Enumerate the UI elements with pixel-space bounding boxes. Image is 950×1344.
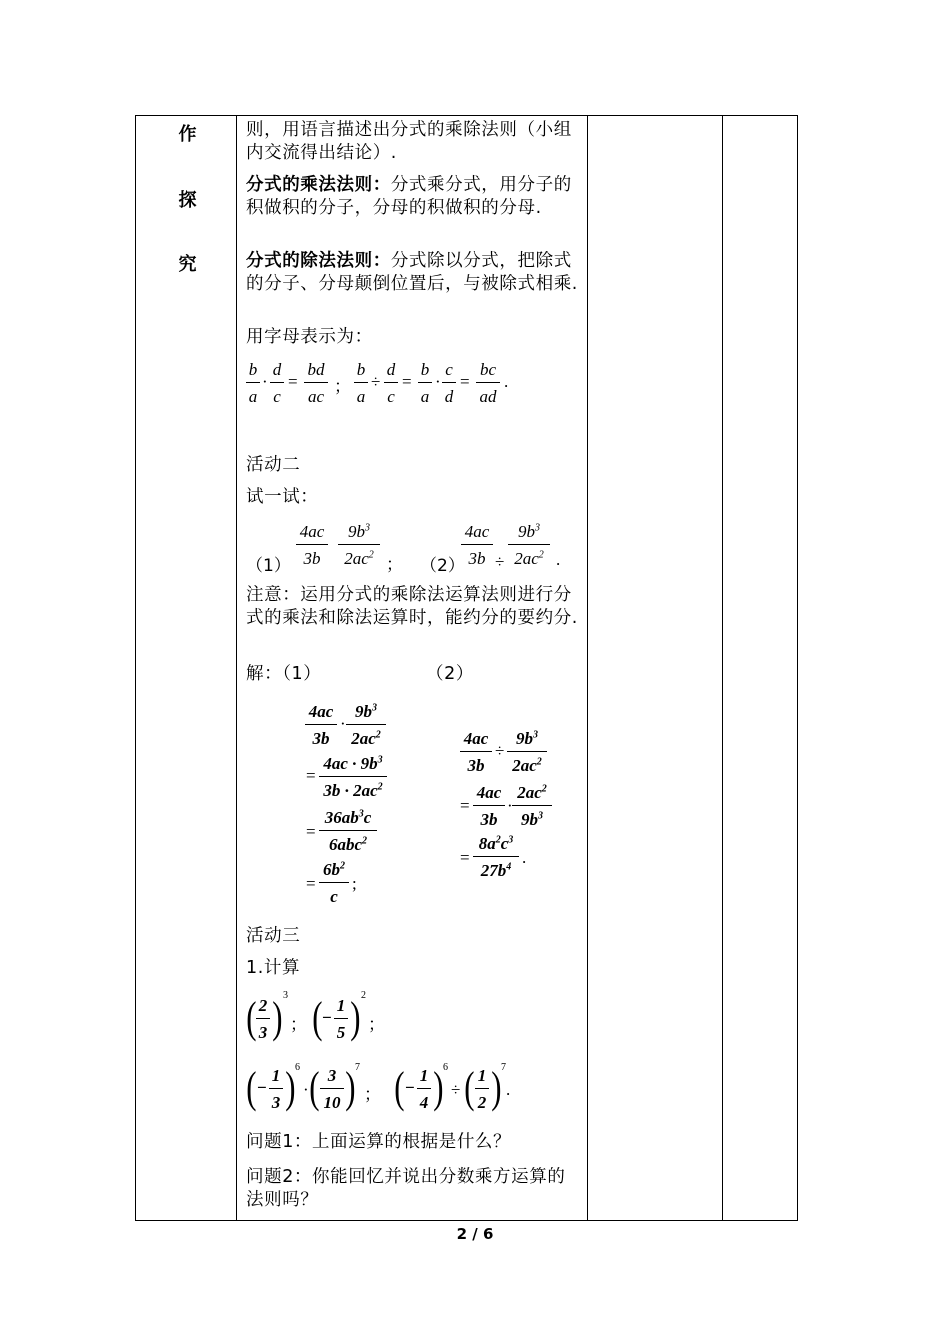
- question-1: 问题1：上面运算的根据是什么？: [246, 1132, 512, 1152]
- table-top-border: [135, 115, 798, 116]
- side-label-3: 究: [178, 254, 197, 275]
- note-text: 注意：运用分式的乘除法运算法则进行分式的乘法和除法运算时，能约分的要约分.: [246, 585, 578, 628]
- div-rule-body: 分式除以分式，把除式的分子、分母颠倒位置后，与被除式相乘.: [246, 251, 578, 294]
- mult-rule-body: 分式乘分式，用分子的积做积的分子，分母的积做积的分母.: [246, 175, 572, 218]
- calc-label: 1.计算: [246, 958, 301, 978]
- q2-label: （2）: [420, 556, 465, 576]
- letters-label: 用字母表示为：: [246, 327, 373, 347]
- side-label-2: 探: [178, 190, 197, 211]
- page-number: 2 / 6: [456, 1225, 494, 1243]
- side-label-1: 作: [178, 124, 197, 145]
- table-bottom-border: [135, 1220, 798, 1221]
- mult-rule: [246, 174, 581, 220]
- div-rule: [246, 250, 581, 296]
- try-label: 试一试：: [246, 487, 319, 507]
- table-col-line-5: [797, 115, 798, 1221]
- q1-label: （1）: [246, 556, 291, 576]
- table-col-line-1: [135, 115, 136, 1221]
- question-2: 问题2：你能回忆并说出分数乘方运算的法则吗？: [246, 1167, 566, 1210]
- mult-rule-title: 分式的乘法法则：: [246, 175, 391, 195]
- table-col-line-4: [722, 115, 723, 1221]
- table-col-line-3: [587, 115, 588, 1221]
- intro-text: 则，用语言描述出分式的乘除法则（小组内交流得出结论）.: [246, 120, 572, 163]
- table-col-line-2: [236, 115, 237, 1221]
- solution-label-1: 解：（1）: [246, 664, 322, 684]
- solution-label-2: （2）: [426, 664, 474, 684]
- div-rule-title: 分式的除法法则：: [246, 251, 391, 271]
- activity3-title: 活动三: [246, 926, 301, 946]
- activity2-title: 活动二: [246, 455, 301, 475]
